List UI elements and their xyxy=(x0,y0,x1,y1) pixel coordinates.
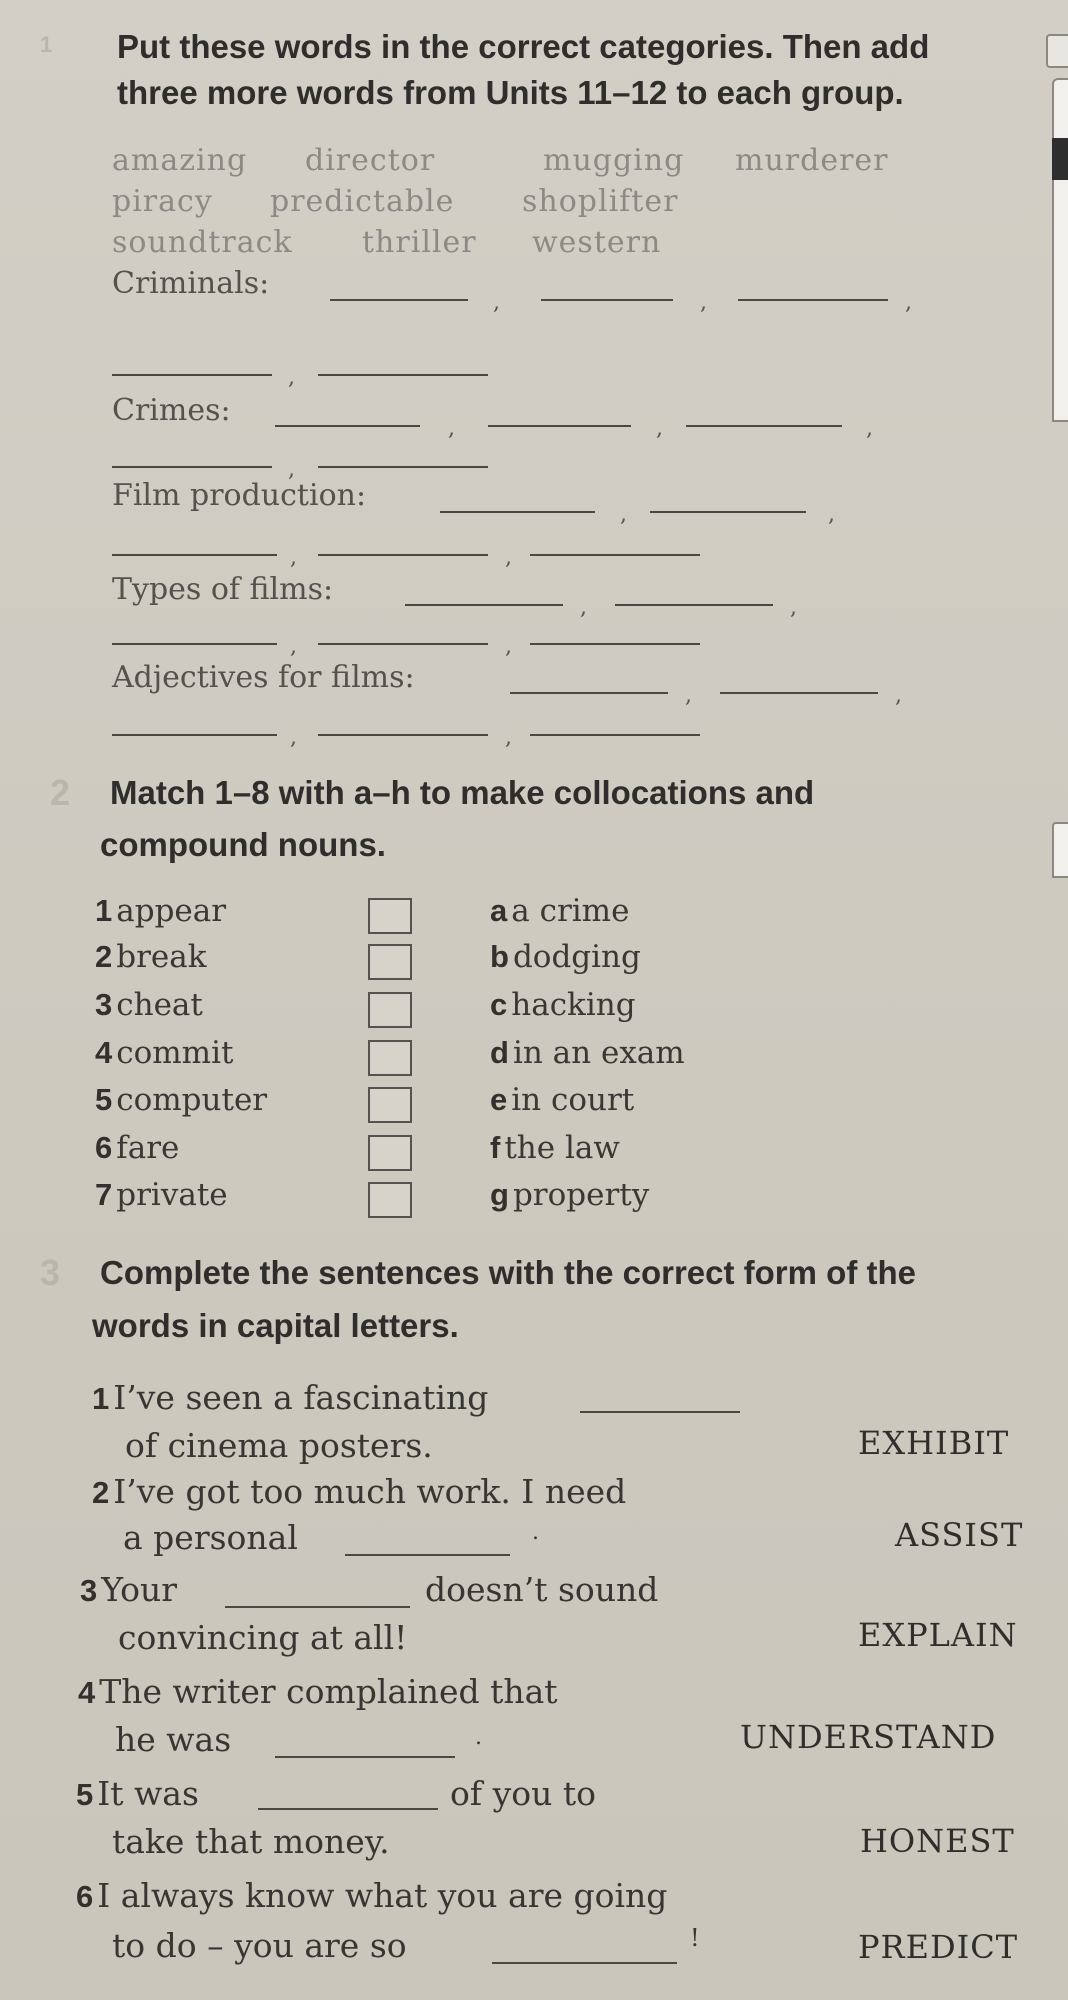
item-text: appear xyxy=(116,893,227,929)
sentence-text: I always know what you are going xyxy=(97,1876,668,1915)
sentence-text: The writer complained that xyxy=(99,1672,558,1711)
sentence-item xyxy=(76,1876,667,1915)
answer-checkbox[interactable] xyxy=(368,944,412,980)
answer-blank[interactable] xyxy=(112,643,277,645)
sentence-text: to do – you are so xyxy=(112,1926,407,1965)
comma: , xyxy=(505,634,512,659)
comma: , xyxy=(905,290,912,315)
exercise-3-instruction-line2: words in capital letters. xyxy=(92,1307,459,1344)
item-number: 3 xyxy=(80,1573,98,1608)
item-letter: g xyxy=(490,1177,509,1212)
answer-blank[interactable] xyxy=(330,299,468,301)
comma: , xyxy=(505,725,512,750)
base-word: EXHIBIT xyxy=(858,1424,1010,1462)
list-item xyxy=(490,1082,634,1118)
base-word: ASSIST xyxy=(895,1516,1024,1554)
answer-checkbox[interactable] xyxy=(368,992,412,1028)
comma: , xyxy=(290,545,297,570)
word-bank-item: thriller xyxy=(362,225,477,260)
answer-blank[interactable] xyxy=(112,554,277,556)
item-letter: f xyxy=(490,1130,501,1165)
item-number: 3 xyxy=(95,987,113,1022)
item-text: the law xyxy=(504,1130,620,1166)
answer-blank[interactable] xyxy=(580,1411,740,1413)
answer-blank[interactable] xyxy=(510,692,668,694)
sentence-text: It was xyxy=(97,1774,199,1813)
page-edge-strip-lower xyxy=(1052,180,1068,422)
item-text: hacking xyxy=(511,987,636,1023)
item-number: 6 xyxy=(76,1879,94,1914)
item-number: 5 xyxy=(95,1082,113,1117)
answer-blank[interactable] xyxy=(318,643,488,645)
page-edge-tab-mid xyxy=(1052,822,1068,878)
word-bank-item: western xyxy=(532,225,662,260)
item-number: 6 xyxy=(95,1130,113,1165)
item-letter: e xyxy=(490,1082,508,1117)
item-text: in court xyxy=(511,1082,635,1118)
exercise-3-number: 3 xyxy=(40,1252,61,1293)
comma: , xyxy=(288,457,295,482)
sentence-text: a personal xyxy=(123,1518,298,1557)
comma: , xyxy=(288,365,295,390)
page-edge-strip xyxy=(1052,78,1068,142)
sentence-text: I’ve got too much work. I need xyxy=(113,1472,627,1511)
comma: , xyxy=(656,416,663,441)
comma: , xyxy=(448,416,455,441)
category-label-film-production: Film production: xyxy=(112,478,367,513)
item-number: 1 xyxy=(92,1381,110,1416)
sentence-text: he was xyxy=(115,1720,232,1759)
answer-blank[interactable] xyxy=(530,554,700,556)
exercise-1-instruction-line1: Put these words in the correct categories. Then add xyxy=(117,28,930,65)
answer-blank[interactable] xyxy=(615,604,773,606)
comma: , xyxy=(790,595,797,620)
exercise-3-instruction-line1: Complete the sentences with the correct form of the xyxy=(100,1254,916,1291)
list-item xyxy=(95,1130,179,1166)
sentence-item xyxy=(92,1472,626,1511)
exercise-2-number: 2 xyxy=(50,772,71,813)
exercise-2-instruction-line2: compound nouns. xyxy=(100,826,386,863)
list-item xyxy=(95,1035,233,1071)
sentence-item xyxy=(80,1570,177,1609)
comma: , xyxy=(493,290,500,315)
answer-blank[interactable] xyxy=(345,1554,510,1556)
answer-checkbox[interactable] xyxy=(368,1135,412,1171)
item-text: cheat xyxy=(116,987,203,1023)
comma: , xyxy=(828,502,835,527)
exercise-1-number: 1 xyxy=(40,32,53,57)
item-number: 7 xyxy=(95,1177,113,1212)
comma: , xyxy=(685,683,692,708)
answer-blank[interactable] xyxy=(686,425,842,427)
answer-blank[interactable] xyxy=(488,425,631,427)
sentence-end: ! xyxy=(690,1924,700,1952)
answer-checkbox[interactable] xyxy=(368,1087,412,1123)
sentence-item xyxy=(92,1378,488,1417)
answer-checkbox[interactable] xyxy=(368,1182,412,1218)
item-letter: c xyxy=(490,987,508,1022)
word-bank-item: shoplifter xyxy=(522,184,679,219)
sentence-end: . xyxy=(532,1520,539,1545)
item-text: private xyxy=(116,1177,228,1213)
answer-blank[interactable] xyxy=(738,299,888,301)
category-label-types-of-films: Types of films: xyxy=(112,572,334,607)
word-bank-item: mugging xyxy=(543,143,685,178)
item-text: dodging xyxy=(512,939,641,975)
list-item xyxy=(490,1177,649,1213)
item-number: 1 xyxy=(95,893,113,928)
word-bank-item: predictable xyxy=(270,184,455,219)
item-number: 2 xyxy=(95,939,113,974)
answer-blank[interactable] xyxy=(112,374,272,376)
answer-blank[interactable] xyxy=(541,299,673,301)
item-text: property xyxy=(512,1177,650,1213)
list-item xyxy=(95,1082,267,1118)
list-item xyxy=(490,1035,685,1071)
comma: , xyxy=(290,725,297,750)
list-item xyxy=(490,939,641,975)
list-item xyxy=(95,893,226,929)
item-letter: a xyxy=(490,893,508,928)
base-word: EXPLAIN xyxy=(858,1616,1018,1654)
answer-blank[interactable] xyxy=(318,466,488,468)
sentence-item xyxy=(78,1672,558,1711)
category-label-crimes: Crimes: xyxy=(112,393,231,428)
comma: , xyxy=(505,545,512,570)
answer-blank[interactable] xyxy=(720,692,878,694)
answer-blank[interactable] xyxy=(112,466,272,468)
answer-blank[interactable] xyxy=(405,604,563,606)
base-word: UNDERSTAND xyxy=(740,1718,997,1756)
item-number: 4 xyxy=(95,1035,113,1070)
list-item xyxy=(490,1130,620,1166)
item-text: in an exam xyxy=(512,1035,685,1071)
comma: , xyxy=(866,416,873,441)
item-text: fare xyxy=(116,1130,180,1166)
page-edge-tab-top xyxy=(1046,34,1068,68)
answer-blank[interactable] xyxy=(530,734,700,736)
comma: , xyxy=(620,502,627,527)
item-letter: d xyxy=(490,1035,509,1070)
answer-blank[interactable] xyxy=(318,554,488,556)
page-edge-marker xyxy=(1052,138,1068,184)
category-label-adjectives-for-films: Adjectives for films: xyxy=(112,660,415,695)
answer-blank[interactable] xyxy=(275,425,420,427)
answer-blank[interactable] xyxy=(492,1962,677,1964)
category-label-criminals: Criminals: xyxy=(112,266,270,301)
word-bank-item: director xyxy=(305,143,436,178)
answer-blank[interactable] xyxy=(112,734,277,736)
sentence-end: . xyxy=(475,1725,482,1750)
sentence-text: I’ve seen a fascinating xyxy=(113,1378,489,1417)
base-word: PREDICT xyxy=(858,1928,1019,1966)
item-letter: b xyxy=(490,939,509,974)
answer-blank[interactable] xyxy=(318,734,488,736)
comma: , xyxy=(895,683,902,708)
sentence-text: convincing at all! xyxy=(118,1618,408,1657)
word-bank-item: piracy xyxy=(112,184,213,219)
sentence-text: take that money. xyxy=(112,1822,390,1861)
answer-blank[interactable] xyxy=(258,1808,438,1810)
exercise-1-instruction-line2: three more words from Units 11–12 to each group. xyxy=(117,74,904,111)
answer-blank[interactable] xyxy=(440,511,595,513)
list-item xyxy=(95,1177,228,1213)
sentence-text: of you to xyxy=(450,1774,596,1813)
item-number: 2 xyxy=(92,1475,110,1510)
sentence-text: of cinema posters. xyxy=(125,1426,433,1465)
item-number: 4 xyxy=(78,1675,96,1710)
sentence-text: doesn’t sound xyxy=(425,1570,659,1609)
item-text: break xyxy=(116,939,207,975)
base-word: HONEST xyxy=(860,1822,1015,1860)
answer-blank[interactable] xyxy=(530,643,700,645)
comma: , xyxy=(700,290,707,315)
answer-blank[interactable] xyxy=(650,511,806,513)
sentence-item xyxy=(76,1774,199,1813)
item-number: 5 xyxy=(76,1777,94,1812)
item-text: a crime xyxy=(511,893,630,929)
answer-checkbox[interactable] xyxy=(368,1040,412,1076)
item-text: commit xyxy=(116,1035,234,1071)
word-bank-item: murderer xyxy=(735,143,889,178)
answer-checkbox[interactable] xyxy=(368,898,412,934)
word-bank-item: soundtrack xyxy=(112,225,293,260)
answer-blank[interactable] xyxy=(318,374,488,376)
answer-blank[interactable] xyxy=(225,1606,410,1608)
list-item xyxy=(490,987,636,1023)
comma: , xyxy=(290,634,297,659)
list-item xyxy=(95,939,207,975)
sentence-text: Your xyxy=(101,1570,178,1609)
list-item xyxy=(95,987,203,1023)
answer-blank[interactable] xyxy=(275,1756,455,1758)
list-item xyxy=(490,893,629,929)
exercise-2-instruction-line1: Match 1–8 with a–h to make collocations and xyxy=(110,774,815,811)
item-text: computer xyxy=(116,1082,268,1118)
comma: , xyxy=(580,595,587,620)
word-bank-item: amazing xyxy=(112,143,248,178)
